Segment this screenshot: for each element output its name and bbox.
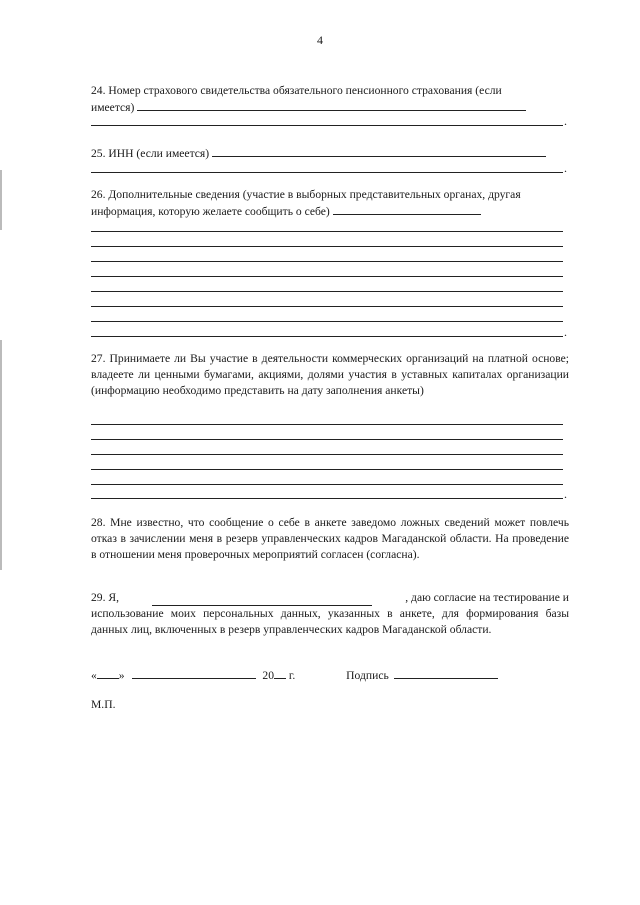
scan-edge-mark: [0, 340, 2, 570]
q26-line-end: .: [564, 325, 567, 339]
q24-line2-prefix: имеется): [91, 101, 135, 114]
signature-field[interactable]: [394, 667, 498, 679]
day-field[interactable]: [97, 667, 119, 679]
q29-consent: [91, 590, 569, 638]
q26-answer-line[interactable]: [91, 261, 563, 262]
q29-prefix: 29. Я,: [91, 591, 120, 604]
date-quote-open: «: [91, 669, 97, 682]
date-quote-close: »: [118, 669, 125, 682]
q25-row: [91, 145, 546, 162]
q26-label: [91, 187, 569, 220]
stamp-label: М.П.: [91, 698, 116, 711]
q29-rest: использование моих персональных данных, указанных в анкете, для формирования базы данных лиц, включенных в резерв управленческих кадров Магаданской области.: [91, 607, 569, 636]
q27-answer-line[interactable]: [91, 469, 563, 470]
q27-answer-line[interactable]: [91, 439, 563, 440]
q25-answer-field[interactable]: [212, 145, 546, 157]
q29-name-field[interactable]: [152, 594, 372, 606]
q26-answer-line[interactable]: [91, 231, 563, 232]
q26-answer-line[interactable]: [91, 246, 563, 247]
q24-line-end: .: [564, 114, 567, 128]
year-field[interactable]: [274, 667, 286, 679]
scan-edge-mark: [0, 170, 2, 230]
year-prefix: 20: [262, 669, 274, 682]
q26-answer-line[interactable]: [91, 321, 563, 322]
q27-answer-line[interactable]: [91, 424, 563, 425]
q27-answer-line[interactable]: [91, 484, 563, 485]
signature-row: [91, 667, 498, 684]
q24-label: [91, 83, 569, 116]
q26-answer-field[interactable]: [333, 203, 481, 215]
q29-suffix: , даю согласие на тестирование и: [405, 591, 569, 604]
q25-line-end: .: [564, 161, 567, 175]
q24-line1: 24. Номер страхового свидетельства обязательного пенсионного страхования (если: [91, 84, 502, 97]
q28-statement: 28. Мне известно, что сообщение о себе в анкете заведомо ложных сведений может повлечь отказ в зачислении меня в резерв управленческих кадров Магаданской области. На проведение в отношении меня проверочных мероприятий согласен (согласна).: [91, 516, 569, 561]
page-number: 4: [317, 33, 323, 47]
q26-answer-line[interactable]: [91, 291, 563, 292]
q24-answer-field[interactable]: [137, 99, 526, 111]
q26-line1: 26. Дополнительные сведения (участие в выборных представительных органах, другая: [91, 188, 521, 201]
q24-answer-line[interactable]: [91, 125, 563, 126]
q26-answer-line[interactable]: [91, 336, 563, 337]
q25-answer-line[interactable]: [91, 172, 563, 173]
q27-label: 27. Принимаете ли Вы участие в деятельности коммерческих организаций на платной основе; владеете ли ценными бумагами, акциями, долями участия в уставных капиталах организации (информацию необходимо представить на дату заполнения анкеты): [91, 352, 569, 397]
q27-answer-line[interactable]: [91, 498, 563, 499]
year-suffix: г.: [288, 669, 296, 682]
q26-answer-line[interactable]: [91, 306, 563, 307]
q26-answer-line[interactable]: [91, 276, 563, 277]
q27-line-end: .: [564, 487, 567, 501]
q26-line2-prefix: информация, которую желаете сообщить о себе): [91, 205, 330, 218]
signature-label: Подпись: [346, 669, 389, 682]
q25-label: 25. ИНН (если имеется): [91, 147, 210, 160]
month-field[interactable]: [132, 667, 256, 679]
q27-answer-line[interactable]: [91, 454, 563, 455]
